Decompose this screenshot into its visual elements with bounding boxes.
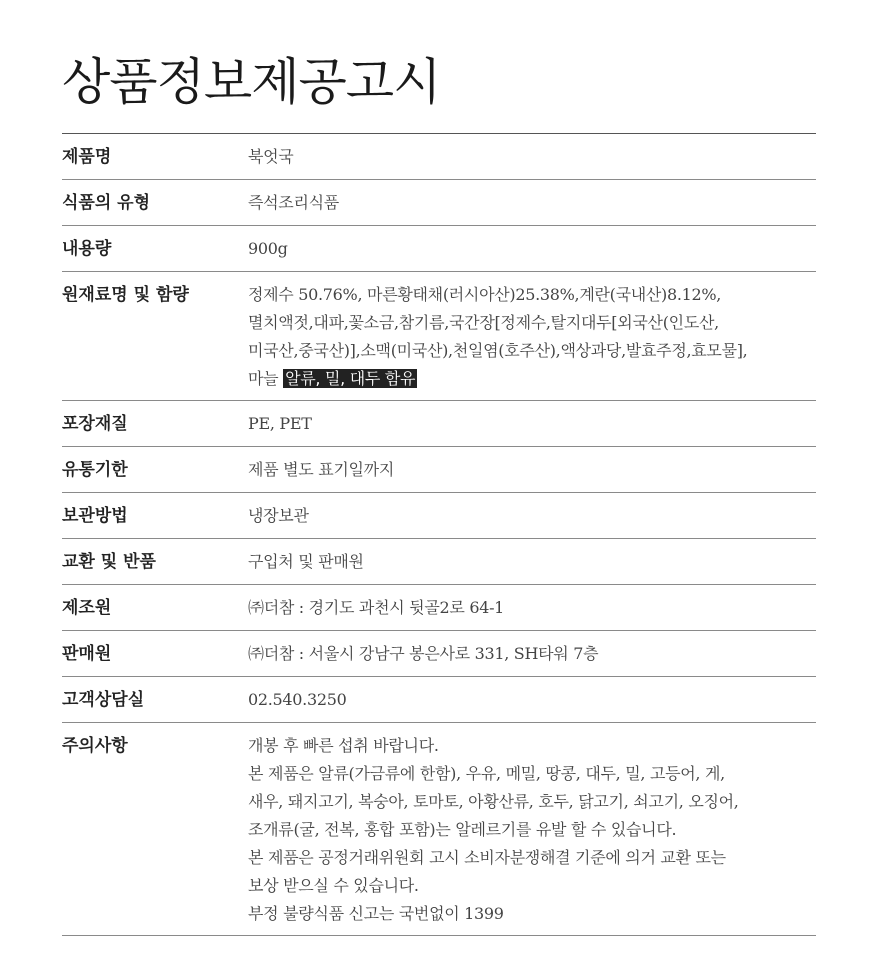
row-storage (62, 493, 816, 539)
precaution-line: 본 제품은 알류(가금류에 한함), 우유, 메밀, 땅콩, 대두, 밀, 고등어, 게, (248, 764, 725, 783)
row-value (248, 732, 816, 928)
row-food-type (62, 180, 816, 226)
row-precautions (62, 723, 816, 936)
ingredients-line: 미국산,중국산)],소맥(미국산),천일염(호주산),액상과당,발효주정,효모물], (248, 341, 748, 360)
allergen-highlight: 알류, 밀, 대두 함유 (285, 369, 416, 388)
row-manufacturer (62, 585, 816, 631)
page-title: 상품정보제공고시 (62, 53, 441, 111)
ingredients-line: 멸치액젓,대파,꽃소금,참기름,국간장[정제수,탈지대두[외국산(인도산, (248, 313, 719, 332)
row-value: ㈜더참 : 경기도 과천시 뒷골2로 64-1 (248, 597, 505, 617)
row-label: 내용량 (62, 238, 112, 259)
row-label: 보관방법 (62, 505, 128, 526)
row-label: 식품의 유형 (62, 192, 151, 213)
row-value: 구입처 및 판매원 (248, 551, 364, 571)
row-value: 즉석조리식품 (248, 192, 339, 212)
row-customer-service (62, 677, 816, 723)
row-value: 02.540.3250 (248, 689, 347, 709)
row-value (248, 281, 816, 393)
ingredients-line: 정제수 50.76%, 마른황태채(러시아산)25.38%,계란(국내산)8.12%, (248, 285, 722, 304)
row-value: 북엇국 (248, 146, 294, 166)
row-exchange-return (62, 539, 816, 585)
precaution-line: 부정 불량식품 신고는 국번없이 1399 (248, 904, 504, 923)
row-label: 제조원 (62, 597, 112, 618)
row-label: 원재료명 및 함량 (62, 285, 189, 305)
row-expiry (62, 447, 816, 493)
product-info-table (62, 133, 816, 936)
row-ingredients (62, 272, 816, 401)
row-seller (62, 631, 816, 677)
precaution-line: 보상 받으실 수 있습니다. (248, 876, 419, 895)
precaution-line: 조개류(굴, 전복, 홍합 포함)는 알레르기를 유발 할 수 있습니다. (248, 820, 677, 839)
precaution-line: 개봉 후 빠른 섭취 바랍니다. (248, 736, 439, 755)
row-label: 주의사항 (62, 736, 128, 756)
row-label: 포장재질 (62, 413, 128, 434)
ingredients-line-last (248, 365, 816, 393)
ingredients-text: 마늘 (248, 369, 279, 388)
row-value: ㈜더참 : 서울시 강남구 봉은사로 331, SH타워 7층 (248, 643, 599, 663)
row-label: 유통기한 (62, 459, 128, 480)
row-value: 냉장보관 (248, 505, 309, 525)
row-value: PE, PET (248, 413, 312, 433)
row-value: 제품 별도 표기일까지 (248, 459, 394, 479)
row-label: 제품명 (62, 146, 112, 167)
precaution-line: 본 제품은 공정거래위원회 고시 소비자분쟁해결 기준에 의거 교환 또는 (248, 848, 726, 867)
row-label: 고객상담실 (62, 689, 145, 710)
row-product-name (62, 134, 816, 180)
row-packaging (62, 401, 816, 447)
row-label: 교환 및 반품 (62, 551, 156, 572)
row-value: 900g (248, 238, 288, 258)
row-label: 판매원 (62, 643, 112, 664)
row-net-content (62, 226, 816, 272)
precaution-line: 새우, 돼지고기, 복숭아, 토마토, 아황산류, 호두, 닭고기, 쇠고기, 오징어, (248, 792, 739, 811)
